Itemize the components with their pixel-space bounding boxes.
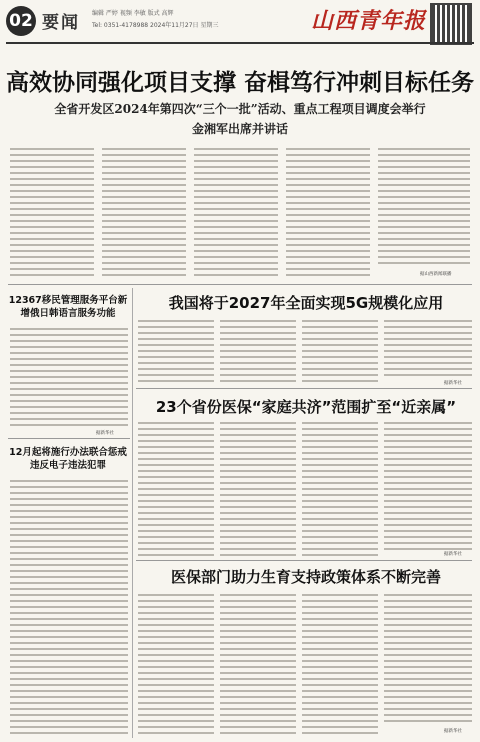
article-3-body-1	[138, 318, 214, 382]
tel-date-line: Tel: 0351-4178988 2024年11月27日 星期三	[92, 22, 219, 29]
article-3-body-3	[302, 318, 378, 382]
credit-3: 据新华社	[444, 381, 462, 386]
lead-headline: 高效协同强化项目支撑 奋楫笃行冲刺目标任务	[5, 70, 474, 96]
credit-4: 据新华社	[444, 552, 462, 557]
credit-2: 据新华社	[96, 431, 114, 436]
divider-lead	[8, 284, 472, 285]
article-1-body	[10, 326, 128, 430]
article-5-body-3	[302, 592, 378, 734]
lead-body-col-4	[286, 146, 370, 280]
article-4-body-2	[220, 420, 296, 556]
article-5-title: 医保部门助力生育支持政策体系不断完善	[170, 568, 441, 586]
lead-subtitle-2: 金湘军出席并讲话	[191, 122, 288, 136]
editors-line: 编辑 严婷 视频 李敏 版式 高辉	[92, 10, 174, 17]
qr-code-icon	[430, 3, 472, 45]
section-name: 要闻	[42, 13, 80, 33]
article-1-title: 12367移民管理服务平台新增俄日韩语言服务功能	[8, 295, 128, 319]
header-rule	[6, 42, 474, 44]
divider-mid-2	[136, 560, 472, 561]
lead-body-col-5	[378, 146, 470, 268]
article-4-body-1	[138, 420, 214, 556]
lead-subtitle: 全省开发区2024年第四次“三个一批”活动、重点工程项目调度会举行	[54, 102, 426, 116]
article-4-body-4	[384, 420, 472, 550]
credit-1: 据山西新闻联播	[420, 272, 452, 277]
lead-body-col-1	[10, 146, 94, 280]
article-5-body-2	[220, 592, 296, 734]
article-4-body-3	[302, 420, 378, 556]
article-2-title: 12月起将施行办法联合惩戒违反电子违法犯罪	[9, 447, 127, 471]
divider-left-1	[8, 438, 130, 439]
divider-mid-1	[136, 388, 472, 389]
article-4-title: 23个省份医保“家庭共济”范围扩至“近亲属”	[155, 398, 457, 416]
article-5-body-4	[384, 592, 472, 726]
page-header	[0, 0, 480, 46]
divider-left-col	[132, 288, 133, 738]
credit-5: 据新华社	[444, 729, 462, 734]
article-2-body	[10, 478, 128, 734]
article-3-body-4	[384, 318, 472, 380]
newspaper-logo: 山西青年报	[310, 8, 426, 34]
article-3-title: 我国将于2027年全面实现5G规模化应用	[168, 294, 444, 312]
lead-body-col-3	[194, 146, 278, 280]
page-number: 02	[6, 6, 36, 36]
article-3-body-2	[220, 318, 296, 382]
article-5-body-1	[138, 592, 214, 734]
lead-body-col-2	[102, 146, 186, 280]
